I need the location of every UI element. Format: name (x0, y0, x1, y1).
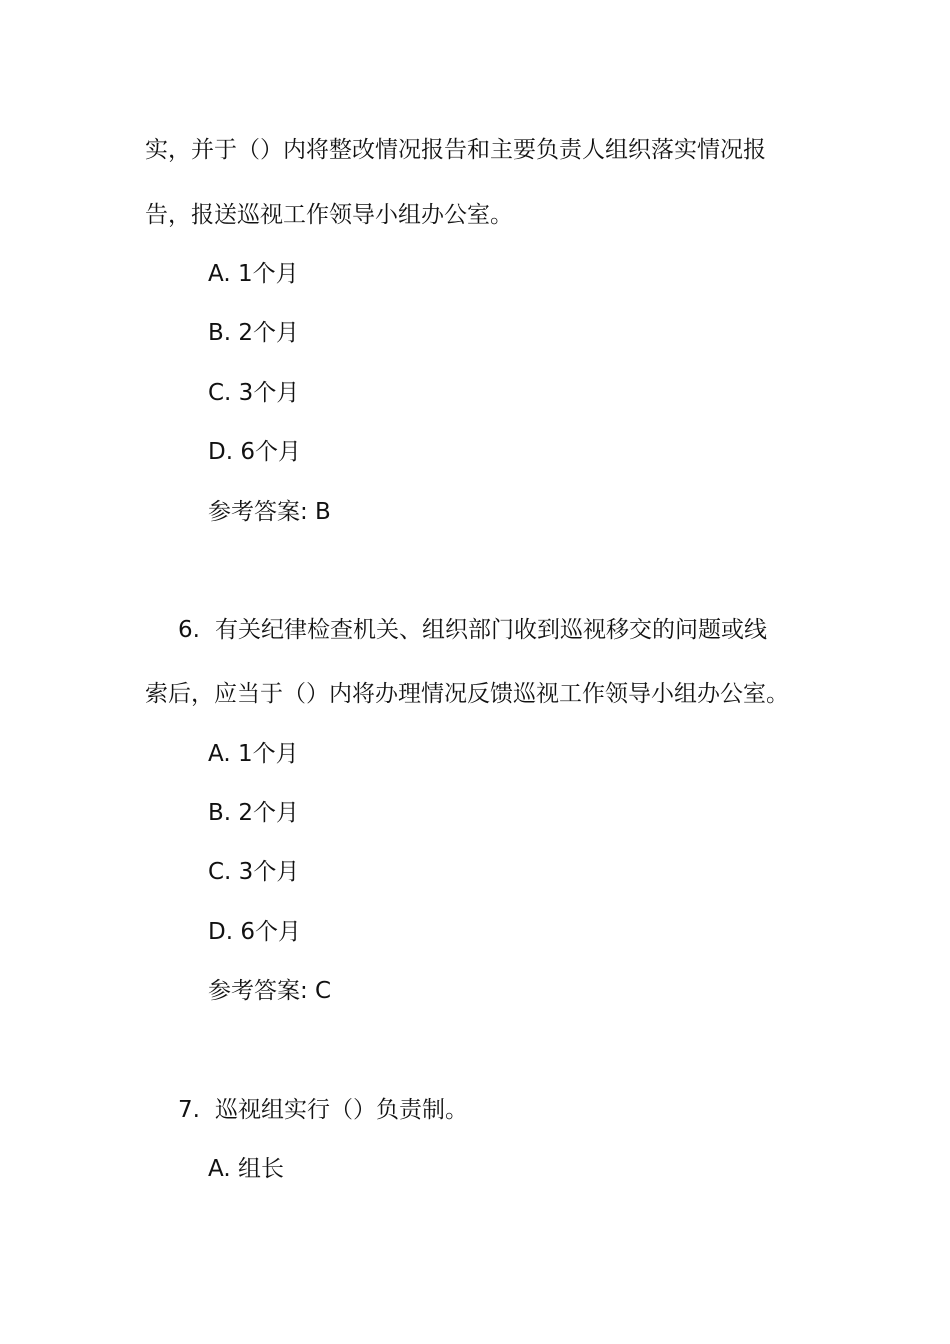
reference-answer: 参考答案: B (208, 499, 331, 525)
question-stem-line: 有关纪律检查机关、组织部门收到巡视移交的问题或线 (215, 617, 767, 643)
option-b: B. 2个月 (208, 800, 300, 826)
question-number: 6. (178, 617, 200, 643)
option-c: C. 3个月 (208, 859, 300, 885)
question-stem-line: 巡视组实行（）负责制。 (215, 1097, 468, 1123)
option-c: C. 3个月 (208, 380, 300, 406)
option-b: B. 2个月 (208, 320, 300, 346)
option-a: A. 1个月 (208, 261, 299, 287)
question-stem-line: 实，并于（）内将整改情况报告和主要负责人组织落实情况报 (145, 137, 766, 163)
question-number: 7. (178, 1097, 200, 1123)
option-a: A. 组长 (208, 1156, 284, 1182)
reference-answer: 参考答案: C (208, 978, 332, 1004)
option-a: A. 1个月 (208, 741, 299, 767)
option-d: D. 6个月 (208, 919, 301, 945)
question-stem-line: 告，报送巡视工作领导小组办公室。 (145, 202, 513, 228)
option-d: D. 6个月 (208, 439, 301, 465)
question-stem-line: 索后，应当于（）内将办理情况反馈巡视工作领导小组办公室。 (145, 681, 789, 707)
